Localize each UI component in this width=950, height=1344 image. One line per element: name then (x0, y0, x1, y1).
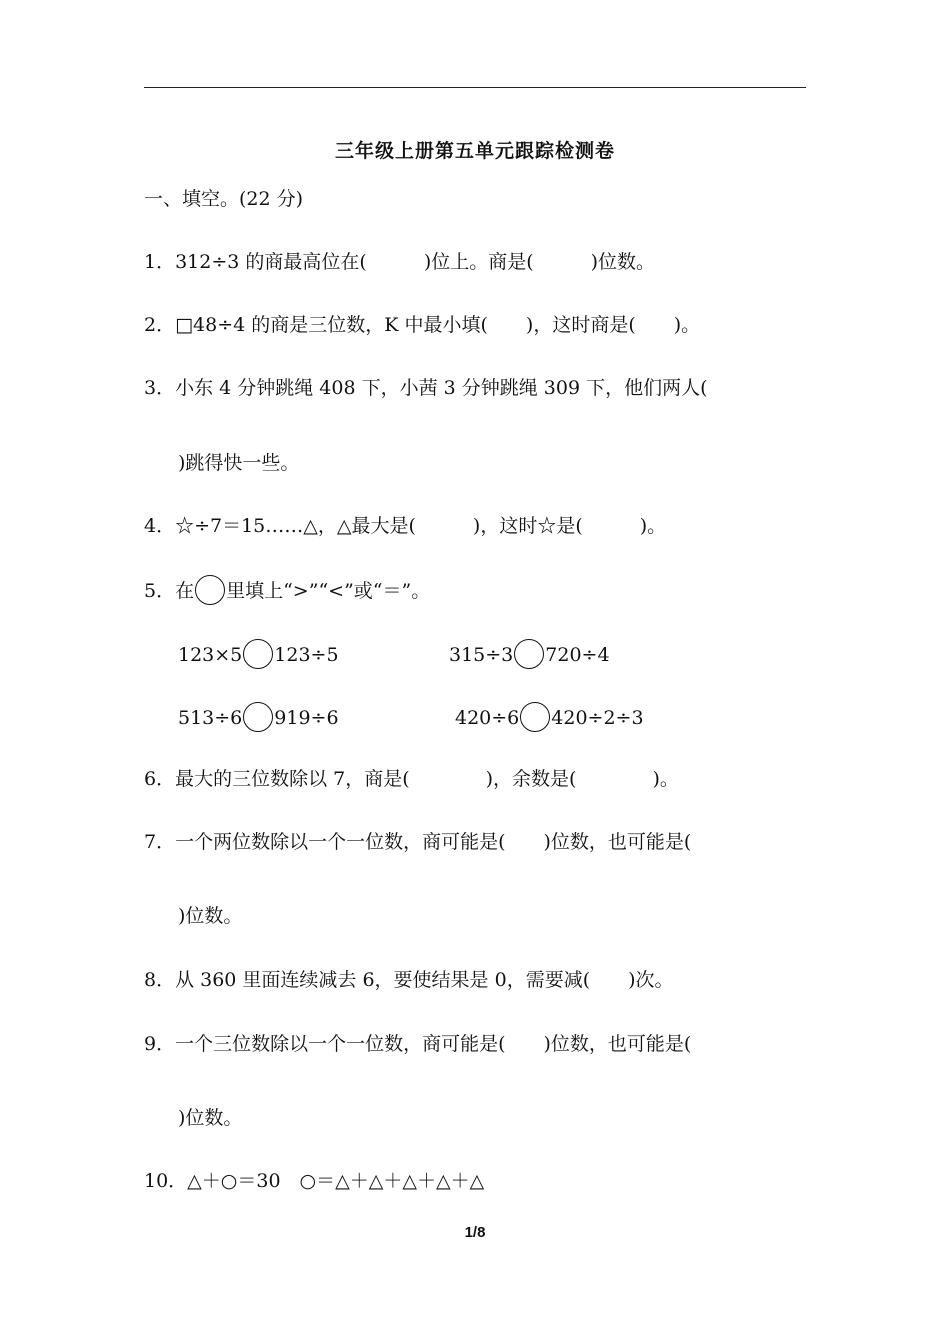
question-9-line-1: 9．一个三位数除以一个一位数，商可能是( )位数，也可能是( (144, 1033, 692, 1055)
section-heading: 一、填空。(22 分) (144, 188, 304, 210)
compare-right: 123÷5 (274, 644, 339, 666)
page-title: 三年级上册第五单元跟踪检测卷 (334, 140, 615, 162)
question-1: 1．312÷3 的商最高位在( )位上。商是( )位数。 (144, 251, 656, 273)
answer-circle[interactable] (243, 702, 273, 732)
compare-left: 420÷6 (455, 707, 520, 729)
question-7-line-1: 7．一个两位数除以一个一位数，商可能是( )位数，也可能是( (144, 831, 692, 853)
page-number: 1/8 (464, 1224, 486, 1241)
compare-right: 720÷4 (545, 644, 610, 666)
question-8: 8．从 360 里面连续减去 6，要使结果是 0，需要减( )次。 (144, 969, 674, 991)
blank-circle-icon (195, 575, 225, 605)
answer-circle[interactable] (243, 639, 273, 669)
header-rule (144, 87, 806, 88)
question-5-suffix: 里填上“>”“<”或“＝”。 (226, 580, 431, 602)
answer-circle[interactable] (520, 702, 550, 732)
compare-item-4 (455, 702, 644, 732)
question-4: 4．☆÷7＝15……△，△最大是( )，这时☆是( )。 (144, 515, 667, 537)
compare-right: 919÷6 (274, 707, 339, 729)
question-6: 6．最大的三位数除以 7，商是( )，余数是( )。 (144, 768, 679, 790)
compare-left: 123×5 (178, 644, 243, 666)
question-5-prefix: 5．在 (144, 580, 195, 602)
compare-item-1 (178, 639, 339, 669)
compare-left: 315÷3 (449, 644, 514, 666)
question-3-line-2: )跳得快一些。 (178, 452, 300, 474)
compare-item-2 (449, 639, 610, 669)
question-2: 2．□48÷4 的商是三位数，K 中最小填( )，这时商是( )。 (144, 314, 701, 336)
question-10: 10．△＋○＝30 ○＝△＋△＋△＋△＋△ (144, 1170, 485, 1192)
question-5 (144, 575, 430, 605)
compare-left: 513÷6 (178, 707, 243, 729)
question-7-line-2: )位数。 (178, 905, 243, 927)
question-3-line-1: 3．小东 4 分钟跳绳 408 下，小茜 3 分钟跳绳 309 下，他们两人( (144, 377, 708, 399)
compare-right: 420÷2÷3 (551, 707, 644, 729)
answer-circle[interactable] (514, 639, 544, 669)
question-9-line-2: )位数。 (178, 1107, 243, 1129)
compare-item-3 (178, 702, 339, 732)
